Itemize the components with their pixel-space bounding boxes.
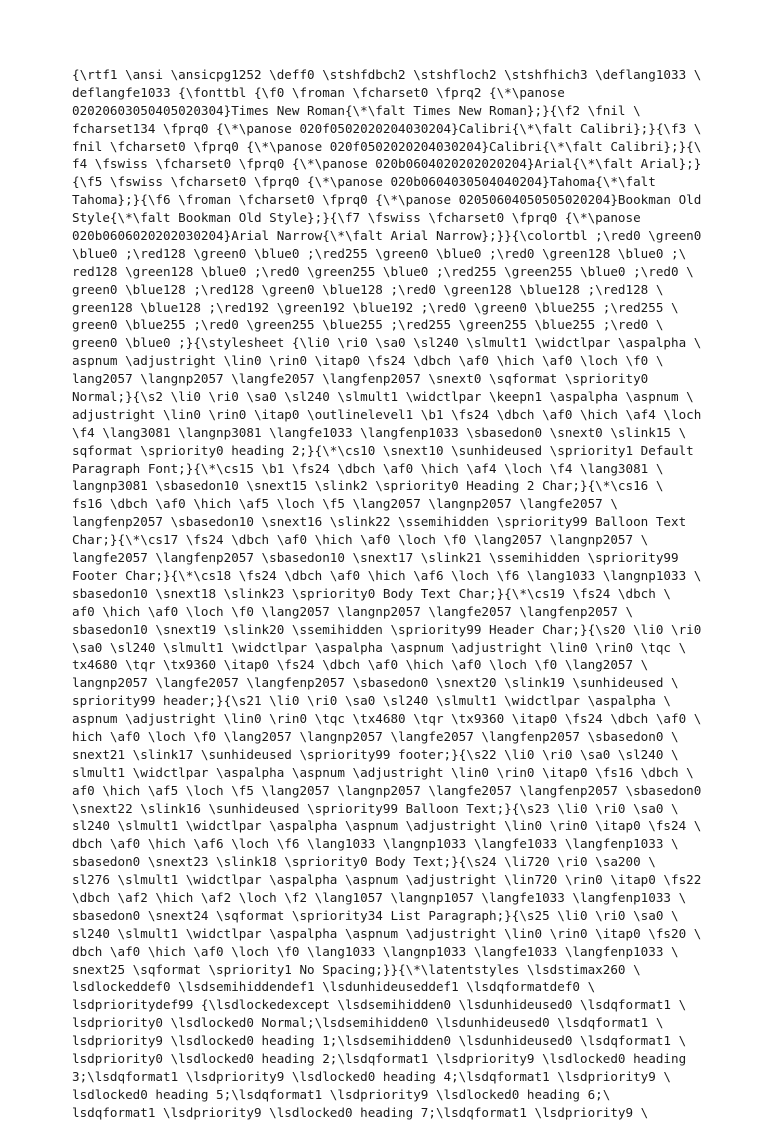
text-line: langnp3081 \sbasedon10 \snext15 \slink2 \spriority0 Heading 2 Char;}{\*\cs16 \ [72,478,664,494]
text-line: \dbch \af2 \hich \af2 \loch \f2 \lang1057 \langnp1057 \langfe1033 \langfenp1033 \ [72,889,687,905]
text-line: sbasedon10 \snext18 \slink23 \spriority0 Body Text Char;}{\*\cs19 \fs24 \dbch \ [72,585,671,601]
text-line: 020b0606020202030204}Arial Narrow{\*\falt Arial Narrow};}}{\colortbl ;\red0 \green0 [72,228,702,244]
text-line: Normal;}{\s2 \li0 \ri0 \sa0 \sl240 \slmult1 \widctlpar \keepn1 \aspalpha \aspnum \ [72,389,694,405]
text-line: Style{\*\falt Bookman Old Style};}{\f7 \fswiss \fcharset0 \fprq0 {\*\panose [72,210,641,226]
text-line: sl240 \slmult1 \widctlpar \aspalpha \aspnum \adjustright \lin0 \rin0 \itap0 \fs24 \ [72,818,702,834]
text-line: aspnum \adjustright \lin0 \rin0 \tqc \tx4680 \tqr \tx9360 \itap0 \fs24 \dbch \af0 \ [72,711,702,727]
text-line: green128 \blue128 ;\red192 \green192 \blue192 ;\red0 \green0 \blue255 ;\red255 \ [72,299,679,315]
text-line: 3;\lsdqformat1 \lsdpriority9 \lsdlocked0 heading 4;\lsdqformat1 \lsdpriority9 \ [72,1068,671,1084]
text-line: lsdpriority0 \lsdlocked0 heading 2;\lsdqformat1 \lsdpriority9 \lsdlocked0 heading [72,1050,687,1066]
text-line: Footer Char;}{\*\cs18 \fs24 \dbch \af0 \hich \af6 \loch \f6 \lang1033 \langnp1033 \ [72,567,702,583]
text-line: f4 \fswiss \fcharset0 \fprq0 {\*\panose 020b0604020202020204}Arial{\*\falt Arial};} [72,156,702,172]
text-line: Paragraph Font;}{\*\cs15 \b1 \fs24 \dbch \af0 \hich \af4 \loch \f4 \lang3081 \ [72,460,664,476]
text-line: {\f5 \fswiss \fcharset0 \fprq0 {\*\panose 020b0604030504040204}Tahoma{\*\falt [72,174,656,190]
text-line: lsdpriority0 \lsdlocked0 Normal;\lsdsemihidden0 \lsdunhideused0 \lsdqformat1 \ [72,1015,664,1031]
text-line: green0 \blue128 ;\red128 \green0 \blue128 ;\red0 \green128 \blue128 ;\red128 \ [72,281,664,297]
text-line: dbch \af0 \hich \af0 \loch \f0 \lang1033 \langnp1033 \langfe1033 \langfenp1033 \ [72,943,679,959]
text-line: fcharset134 \fprq0 {\*\panose 020f0502020204030204}Calibri{\*\falt Calibri};}{\f3 \ [72,120,702,136]
text-line: lsdqformat1 \lsdpriority9 \lsdlocked0 heading 7;\lsdqformat1 \lsdpriority9 \ [72,1104,649,1120]
text-line: lang2057 \langnp2057 \langfe2057 \langfenp2057 \snext0 \sqformat \spriority0 [72,371,649,387]
text-line: 02020603050405020304}Times New Roman{\*\falt Times New Roman};}{\f2 \fnil \ [72,102,641,118]
text-line: slmult1 \widctlpar \aspalpha \aspnum \adjustright \lin0 \rin0 \itap0 \fs16 \dbch \ [72,764,694,780]
text-line: \snext22 \slink16 \sunhideused \spriority99 Balloon Text;}{\s23 \li0 \ri0 \sa0 \ [72,800,679,816]
text-line: \blue0 ;\red128 \green0 \blue0 ;\red255 \green0 \blue0 ;\red0 \green128 \blue0 ;\ [72,245,687,261]
text-line: dbch \af0 \hich \af6 \loch \f6 \lang1033 \langnp1033 \langfe1033 \langfenp1033 \ [72,836,679,852]
text-line: red128 \green128 \blue0 ;\red0 \green255 \blue0 ;\red255 \green255 \blue0 ;\red0 \ [72,263,694,279]
text-line: snext25 \sqformat \spriority1 No Spacing;}}{\*\latentstyles \lsdstimax260 \ [72,961,641,977]
text-line: deflangfe1033 {\fonttbl {\f0 \froman \fcharset0 \fprq2 {\*\panose [72,84,565,100]
text-line: \f4 \lang3081 \langnp3081 \langfe1033 \langfenp1033 \sbasedon0 \snext0 \slink15 \ [72,424,687,440]
text-line: lsdlockeddef0 \lsdsemihiddendef1 \lsdunhideuseddef1 \lsdqformatdef0 \ [72,979,596,995]
text-line: af0 \hich \af5 \loch \f5 \lang2057 \langnp2057 \langfe2057 \langfenp2057 \sbasedon0 [72,782,702,798]
document-page [72,66,712,1122]
text-line: Char;}{\*\cs17 \fs24 \dbch \af0 \hich \af0 \loch \f0 \lang2057 \langnp2057 \ [72,532,649,548]
text-line: sbasedon10 \snext19 \slink20 \ssemihidden \spriority99 Header Char;}{\s20 \li0 \ri0 [72,621,702,637]
text-line: {\rtf1 \ansi \ansicpg1252 \deff0 \stshfdbch2 \stshfloch2 \stshfhich3 \deflang1033 \ [72,67,702,82]
text-line: Tahoma};}{\f6 \froman \fcharset0 \fprq0 {\*\panose 02050604050505020204}Bookman Old [72,192,702,208]
text-line: hich \af0 \loch \f0 \lang2057 \langnp2057 \langfe2057 \langfenp2057 \sbasedon0 \ [72,728,679,744]
text-line: langfe2057 \langfenp2057 \sbasedon10 \snext17 \slink21 \ssemihidden \spriority99 [72,550,679,566]
text-line: lsdprioritydef99 {\lsdlockedexcept \lsdsemihidden0 \lsdunhideused0 \lsdqformat1 \ [72,997,687,1013]
text-line: sqformat \spriority0 heading 2;}{\*\cs10 \snext10 \sunhideused \spriority1 Default [72,442,694,458]
text-line: green0 \blue0 ;}{\stylesheet {\li0 \ri0 \sa0 \sl240 \slmult1 \widctlpar \aspalpha \ [72,335,702,351]
text-line: \sa0 \sl240 \slmult1 \widctlpar \aspalpha \aspnum \adjustright \lin0 \rin0 \tqc \ [72,639,687,655]
text-line: sbasedon0 \snext24 \sqformat \spriority34 List Paragraph;}{\s25 \li0 \ri0 \sa0 \ [72,907,679,923]
text-line: sbasedon0 \snext23 \slink18 \spriority0 Body Text;}{\s24 \li720 \ri0 \sa200 \ [72,854,656,870]
text-line: sl276 \slmult1 \widctlpar \aspalpha \aspnum \adjustright \lin720 \rin0 \itap0 \fs22 [72,872,702,888]
text-line: sl240 \slmult1 \widctlpar \aspalpha \aspnum \adjustright \lin0 \rin0 \itap0 \fs20 \ [72,925,702,941]
text-line: lsdlocked0 heading 5;\lsdqformat1 \lsdpriority9 \lsdlocked0 heading 6;\ [72,1086,611,1102]
text-line: green0 \blue255 ;\red0 \green255 \blue255 ;\red255 \green255 \blue255 ;\red0 \ [72,317,664,333]
text-line: adjustright \lin0 \rin0 \itap0 \outlinelevel1 \b1 \fs24 \dbch \af0 \hich \af4 \loch [72,406,702,422]
text-line: tx4680 \tqr \tx9360 \itap0 \fs24 \dbch \af0 \hich \af0 \loch \f0 \lang2057 \ [72,657,649,673]
text-line: lsdpriority9 \lsdlocked0 heading 1;\lsdsemihidden0 \lsdunhideused0 \lsdqformat1 \ [72,1033,687,1049]
text-line: aspnum \adjustright \lin0 \rin0 \itap0 \fs24 \dbch \af0 \hich \af0 \loch \f0 \ [72,353,664,369]
text-line: langnp2057 \langfe2057 \langfenp2057 \sbasedon0 \snext20 \slink19 \sunhideused \ [72,675,679,691]
text-line: fnil \fcharset0 \fprq0 {\*\panose 020f0502020204030204}Calibri{\*\falt Calibri};}{\ [72,138,702,154]
text-line: af0 \hich \af0 \loch \f0 \lang2057 \langnp2057 \langfe2057 \langfenp2057 \ [72,603,634,619]
text-line: fs16 \dbch \af0 \hich \af5 \loch \f5 \lang2057 \langnp2057 \langfe2057 \ [72,496,618,512]
text-line: langfenp2057 \sbasedon10 \snext16 \slink22 \ssemihidden \spriority99 Balloon Text [72,514,687,530]
text-line: spriority99 header;}{\s21 \li0 \ri0 \sa0 \sl240 \slmult1 \widctlpar \aspalpha \ [72,693,671,709]
text-line: snext21 \slink17 \sunhideused \spriority99 footer;}{\s22 \li0 \ri0 \sa0 \sl240 \ [72,746,679,762]
